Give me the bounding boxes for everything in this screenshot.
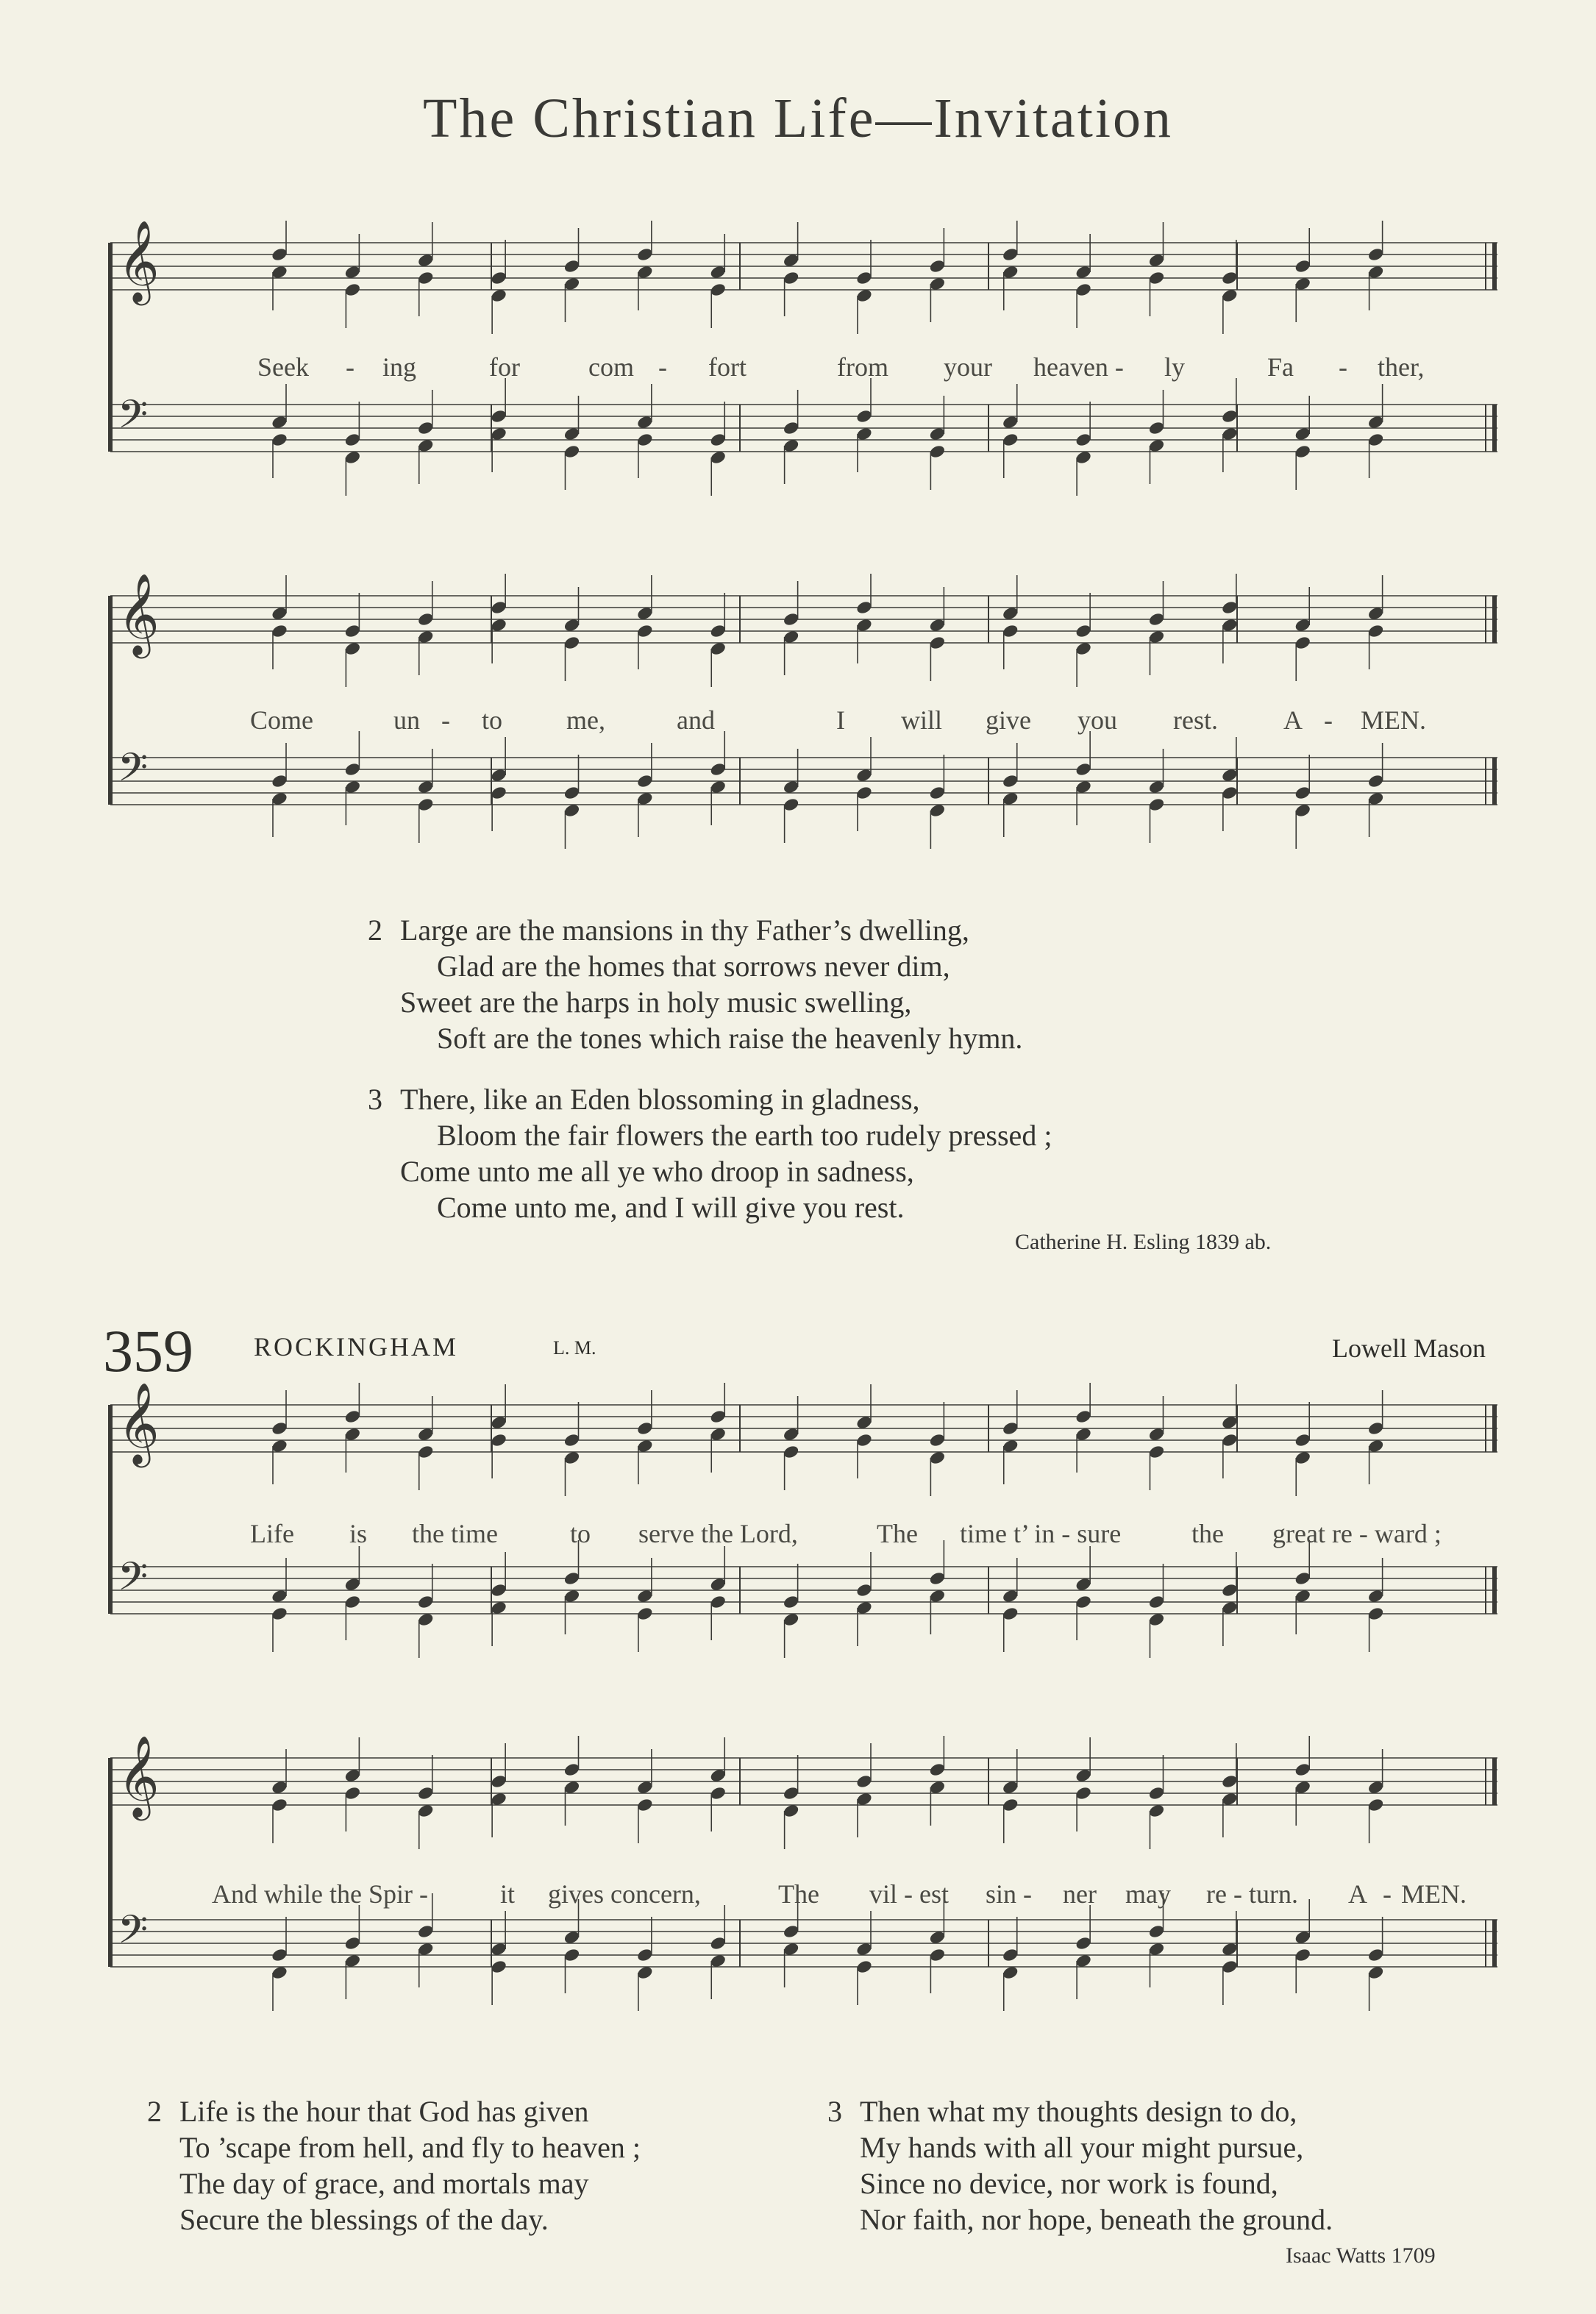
verse-number: 3 [827,2095,842,2128]
verse-line: Come unto me all ye who droop in sadness, [400,1155,914,1188]
lyric-syllable: will [901,705,943,735]
bass-clef-icon: 𝄢 [118,745,149,800]
lyric-syllable: the [1191,1519,1224,1548]
verse-line: Bloom the fair flowers the earth too rudely pressed ; [437,1119,1052,1152]
verse-line: Secure the blessings of the day. [179,2203,549,2236]
meter: L. M. [553,1337,596,1359]
verse-line: Nor faith, nor hope, beneath the ground. [860,2203,1333,2236]
verse-line: The day of grace, and mortals may [179,2167,589,2200]
lyric-syllable: com [588,352,634,382]
lyric-syllable: ing [382,352,417,382]
treble-clef-icon: 𝄞 [118,1383,160,1464]
verse-line: There, like an Eden blossoming in gladness, [400,1083,920,1116]
lyric-syllable: Life [250,1519,294,1548]
treble-clef-icon: 𝄞 [118,574,160,655]
lyric-syllable: vil - est [869,1879,949,1909]
lyric-syllable: The [778,1879,819,1909]
verse-line: Then what my thoughts design to do, [860,2095,1297,2128]
verse-line: Glad are the homes that sorrows never dim, [437,950,950,983]
verse-number: 3 [368,1083,382,1116]
lyric-syllable: I [836,705,845,735]
treble-clef-icon: 𝄞 [118,1736,160,1818]
lyric-syllable: And while the Spir - [212,1879,428,1909]
tune-name: ROCKINGHAM [254,1332,459,1361]
lyric-syllable: A [1283,705,1303,735]
lyric-syllable: me, [566,705,605,735]
lyric-syllable: the time [412,1519,498,1548]
lyric-syllable: you [1077,705,1117,735]
page-title: The Christian Life—Invitation [423,88,1173,149]
lyric-syllable: gives concern, [548,1879,701,1909]
lyric-syllable: A [1348,1879,1367,1909]
lyric-syllable: - [658,352,667,382]
lyric-syllable: give [986,705,1031,735]
lyric-syllable: - [346,352,355,382]
verse-line: Soft are the tones which raise the heavenly hymn. [437,1022,1023,1055]
lyric-syllable: to [570,1519,591,1548]
verse-line: To ’scape from hell, and fly to heaven ; [179,2131,641,2164]
lyric-syllable: ner [1063,1879,1097,1909]
lyric-syllable: - [1383,1879,1392,1909]
lyric-syllable: to [482,705,503,735]
lyric-syllable: time t’ in - sure [960,1519,1122,1548]
lyric-syllable: MEN. [1361,705,1426,735]
verse-line: Since no device, nor work is found, [860,2167,1278,2200]
lyric-syllable: - [1339,352,1347,382]
lyric-syllable: sin - [986,1879,1032,1909]
bass-clef-icon: 𝄢 [118,392,149,447]
verse-2-358 [368,912,1022,1056]
lyric-syllable: MEN. [1401,1879,1467,1909]
author-attribution: Catherine H. Esling 1839 ab. [1015,1230,1272,1254]
lyric-syllable: - [1324,705,1333,735]
lyric-syllable: for [489,352,520,382]
lyric-syllable: Fa [1267,352,1294,382]
verse-number: 2 [147,2095,162,2128]
verse-2-359 [147,2093,641,2238]
composer: Lowell Mason [1332,1334,1486,1363]
lyric-syllable: serve the Lord, [638,1519,798,1548]
lyric-syllable: from [837,352,888,382]
hymn-number: 359 [103,1317,193,1384]
lyric-syllable: your [944,352,992,382]
lyric-syllable: ly [1164,352,1186,382]
verse-3-358 [368,1081,1052,1225]
lyric-syllable: may [1125,1879,1171,1909]
author-attribution: Isaac Watts 1709 [1286,2243,1436,2268]
lyric-syllable: - [441,705,450,735]
lyric-syllable: it [500,1879,516,1909]
lyric-syllable: heaven - [1033,352,1124,382]
lyric-syllable: Seek [257,352,309,382]
lyric-syllable: rest. [1173,705,1218,735]
lyric-syllable: great re - ward ; [1272,1519,1442,1548]
verse-number: 2 [368,914,382,947]
lyric-syllable: fort [708,352,747,382]
lyric-syllable: and [677,705,715,735]
verse-line: Large are the mansions in thy Father’s dwelling, [400,914,969,947]
lyric-syllable: The [877,1519,918,1548]
verse-line: Life is the hour that God has given [179,2095,589,2128]
verse-line: Come unto me, and I will give you rest. [437,1191,905,1224]
bass-clef-icon: 𝄢 [118,1907,149,1962]
lyric-syllable: un [393,705,420,735]
lyric-syllable: is [349,1519,368,1548]
verse-3-359 [827,2093,1333,2238]
lyric-syllable: re - turn. [1206,1879,1298,1909]
lyric-syllable: Come [250,705,313,735]
lyric-syllable: ther, [1378,352,1425,382]
bass-clef-icon: 𝄢 [118,1554,149,1609]
verse-line: Sweet are the harps in holy music swelling, [400,986,912,1019]
verse-line: My hands with all your might pursue, [860,2131,1304,2164]
hymn-heading [103,1317,1486,1383]
treble-clef-icon: 𝄞 [118,221,160,302]
